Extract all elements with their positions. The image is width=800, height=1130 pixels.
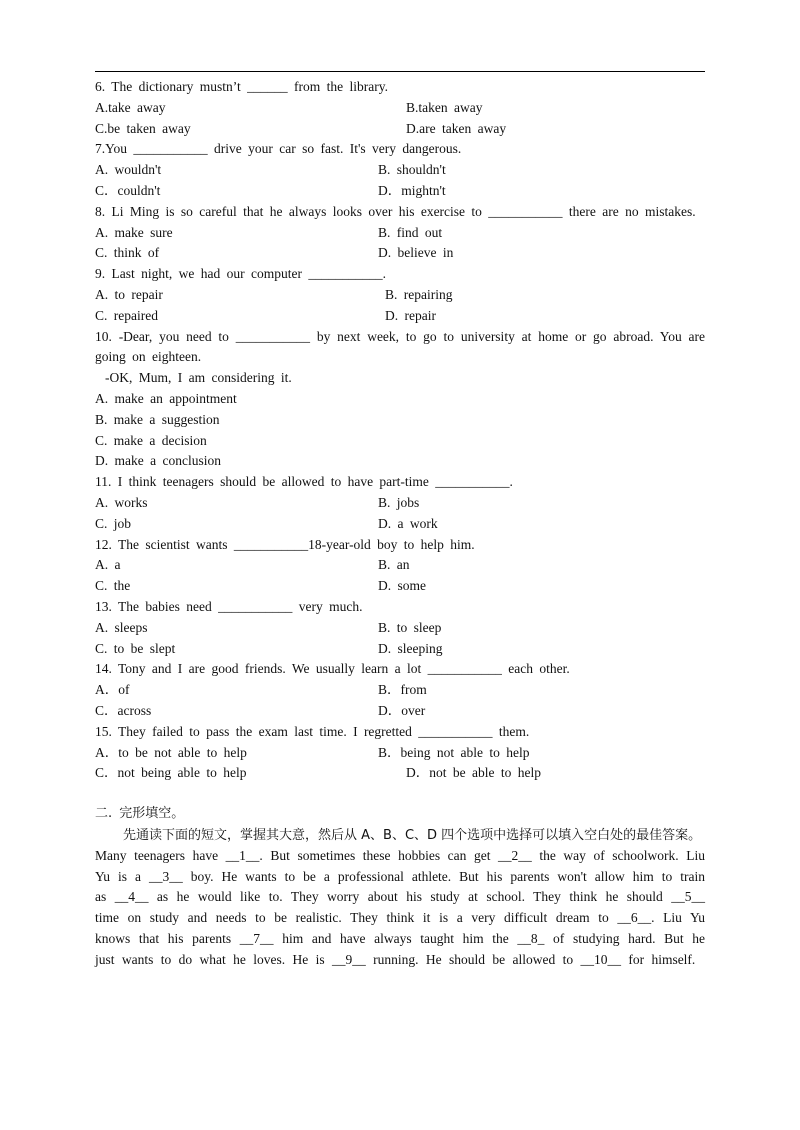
- answer-option[interactable]: A. wouldn't: [95, 162, 162, 178]
- answer-options: [95, 98, 705, 140]
- answer-option[interactable]: B. an: [378, 557, 410, 573]
- answer-option[interactable]: B. jobs: [378, 494, 420, 510]
- answer-option[interactable]: C．across: [95, 702, 152, 718]
- question-stem: 13. The babies need ___________ very much.: [95, 598, 363, 614]
- question-stem: 9. Last night, we had our computer ___________.: [95, 266, 386, 282]
- cloze-passage: Many teenagers have __1__. But sometimes these hobbies can get __2__ the way of schoolwork. Liu Yu is a __3__ boy. He wants to be a professional athlete. But his parents won't allow him to train as __4__ as he would like to. They worry about his study at school. They think he should __5__ time on study and needs to be realistic. They think it is a very difficult dream to __6__. Liu Yu knows that his parents __7__ him and have always taught him the __8_ of studying hard. But he just wants to do what he loves. He is __9__ running. He should be allowed to __10__ for himself.: [95, 847, 705, 967]
- question-block: [95, 77, 705, 139]
- answer-option[interactable]: A．to be not able to help: [95, 744, 247, 760]
- answer-option[interactable]: A. sleeps: [95, 619, 148, 635]
- answer-options: [95, 618, 705, 660]
- answer-option[interactable]: A．of: [95, 682, 130, 698]
- question-block: [95, 139, 705, 201]
- section-instruction: 先通读下面的短文，掌握其大意，然后从 A、B、C、D 四个选项中选择可以填入空白处的最佳答案。: [123, 827, 702, 843]
- question-block: [95, 264, 705, 326]
- answer-options: [95, 223, 705, 265]
- answer-option[interactable]: B．being not able to help: [378, 744, 530, 760]
- answer-options: [95, 285, 705, 327]
- answer-options: [95, 389, 705, 472]
- question-stem: 15. They failed to pass the exam last time. I regretted ___________ them.: [95, 723, 530, 739]
- answer-option[interactable]: D. repair: [385, 307, 436, 323]
- section-heading: 二. 完形填空。: [95, 806, 185, 822]
- answer-option[interactable]: D. a work: [378, 515, 438, 531]
- answer-options: [95, 743, 705, 785]
- question-stem: 11. I think teenagers should be allowed to have part-time ___________.: [95, 474, 513, 490]
- answer-option[interactable]: C. think of: [95, 245, 160, 261]
- answer-option[interactable]: D. believe in: [378, 245, 454, 261]
- answer-option[interactable]: A.take away: [95, 99, 166, 115]
- question-block: [95, 472, 705, 534]
- question-stem: 14. Tony and I are good friends. We usually learn a lot ___________ each other.: [95, 661, 570, 677]
- answer-option[interactable]: A. a: [95, 557, 121, 573]
- question-block: [95, 659, 705, 721]
- answer-option[interactable]: C. to be slept: [95, 640, 176, 656]
- question-block: [95, 202, 705, 264]
- question-stem: 6. The dictionary mustn’t ______ from the library.: [95, 79, 388, 94]
- question-block: [95, 597, 705, 659]
- answer-option[interactable]: D．not be able to help: [406, 765, 541, 781]
- worksheet-body: [95, 77, 705, 971]
- answer-option[interactable]: B.taken away: [406, 99, 483, 115]
- answer-option[interactable]: A. works: [95, 494, 148, 510]
- answer-option[interactable]: C. job: [95, 515, 132, 531]
- question-stem: 8. Li Ming is so careful that he always looks over his exercise to ___________ there are no mistakes.: [95, 203, 696, 219]
- answer-option[interactable]: A. to repair: [95, 286, 163, 302]
- question-block: [95, 535, 705, 597]
- answer-options: [95, 680, 705, 722]
- answer-option[interactable]: D．over: [378, 702, 426, 718]
- question-stem: 10. -Dear, you need to ___________ by next week, to go to university at home or go abroad. You are going on eighteen.: [95, 328, 705, 365]
- dialogue-reply: -OK, Mum, I am considering it.: [105, 370, 292, 386]
- answer-option[interactable]: C.be taken away: [95, 120, 191, 136]
- answer-option[interactable]: D．mightn't: [378, 182, 446, 198]
- answer-option[interactable]: C．not being able to help: [95, 765, 247, 781]
- question-stem: 7.You ___________ drive your car so fast. It's very dangerous.: [95, 141, 462, 157]
- question-stem: 12. The scientist wants ___________18-year-old boy to help him.: [95, 536, 475, 552]
- answer-options: [95, 493, 705, 535]
- answer-option[interactable]: B. repairing: [385, 286, 453, 302]
- answer-option[interactable]: C. repaired: [95, 307, 158, 323]
- answer-option[interactable]: B. to sleep: [378, 619, 442, 635]
- header-rule: [95, 71, 705, 72]
- answer-option[interactable]: C．couldn't: [95, 182, 161, 198]
- answer-option[interactable]: A. make sure: [95, 224, 173, 240]
- answer-options: [95, 160, 705, 202]
- answer-option[interactable]: D.are taken away: [406, 120, 507, 136]
- answer-option[interactable]: C. the: [95, 578, 131, 594]
- answer-option[interactable]: A. make an appointment: [95, 390, 237, 406]
- answer-option[interactable]: D. make a conclusion: [95, 453, 221, 469]
- answer-option[interactable]: C. make a decision: [95, 432, 207, 448]
- answer-option[interactable]: D. some: [378, 578, 426, 594]
- answer-option[interactable]: B. make a suggestion: [95, 411, 220, 427]
- answer-option[interactable]: B. find out: [378, 224, 443, 240]
- question-block: [95, 327, 705, 473]
- answer-option[interactable]: B. shouldn't: [378, 162, 446, 178]
- answer-options: [95, 555, 705, 597]
- question-block: [95, 722, 705, 784]
- answer-option[interactable]: B．from: [378, 682, 427, 698]
- answer-option[interactable]: D. sleeping: [378, 640, 443, 656]
- cloze-section: [95, 804, 705, 971]
